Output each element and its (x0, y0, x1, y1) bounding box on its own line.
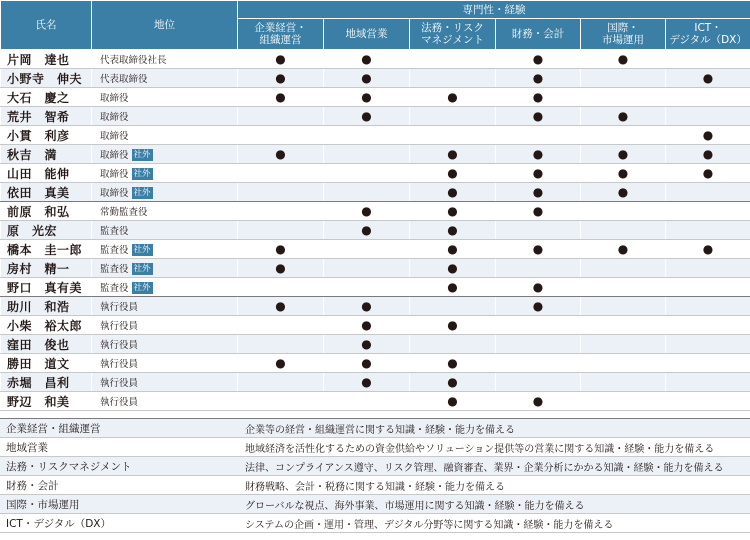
skill-cell (238, 107, 324, 126)
member-position: 監査役 (100, 264, 129, 275)
member-position-cell (92, 126, 238, 145)
skill-cell (581, 107, 666, 126)
skill-dot-icon: ● (532, 166, 544, 180)
table-row (1, 145, 750, 164)
skill-header-line: 法務・リスク (421, 22, 484, 34)
skill-cell (666, 69, 750, 88)
skill-cell (581, 392, 666, 411)
table-row (1, 335, 750, 354)
skill-cell (496, 392, 581, 411)
member-name: 依田 真美 (1, 183, 92, 202)
skill-dot-icon: ● (361, 90, 372, 104)
skill-cell (581, 88, 666, 107)
skill-dot-icon: ● (702, 71, 714, 85)
skill-dot-icon: ● (617, 52, 629, 66)
skill-cell (581, 335, 666, 354)
outside-director-badge: 社外 (133, 264, 151, 274)
member-name: 橋本 圭一郎 (1, 240, 92, 259)
outside-director-badge: 社外 (133, 283, 151, 293)
skill-dot-icon: ● (617, 242, 629, 256)
member-position-cell (92, 392, 238, 411)
skill-cell (238, 145, 324, 164)
skill-cell (324, 240, 410, 259)
table-row (1, 392, 750, 411)
legend-term: 企業経営・組織運営 (0, 419, 237, 438)
skill-dot-icon: ● (532, 185, 544, 199)
skill-cell (238, 69, 324, 88)
skill-dot-icon: ● (275, 261, 286, 275)
legend-row (0, 495, 750, 514)
skill-dot-icon: ● (447, 356, 458, 370)
skill-dot-icon: ● (447, 280, 458, 294)
skill-dot-icon: ● (532, 242, 544, 256)
skill-dot-icon: ● (275, 147, 286, 161)
skill-cell (324, 164, 410, 183)
skill-dot-icon: ● (447, 375, 458, 389)
member-position-cell (92, 373, 238, 392)
member-name: 小柴 裕太郎 (1, 316, 92, 335)
skill-cell (496, 202, 581, 221)
member-position: 代表取締役 (100, 74, 148, 85)
member-position: 取締役 (100, 169, 129, 180)
member-position-cell (92, 354, 238, 373)
table-row (1, 259, 750, 278)
skill-dot-icon: ● (447, 185, 458, 199)
member-name: 前原 和弘 (1, 202, 92, 221)
skill-cell (410, 297, 496, 316)
member-position-cell (92, 107, 238, 126)
skill-cell (581, 126, 666, 145)
skill-dot-icon: ● (702, 242, 714, 256)
skill-cell (410, 373, 496, 392)
skill-dot-icon: ● (275, 90, 286, 104)
member-position: 取締役 (100, 93, 129, 104)
skill-cell (324, 107, 410, 126)
skill-header-line: 企業経営・ (254, 22, 307, 34)
skill-cell (581, 221, 666, 240)
skills-body (1, 50, 750, 411)
table-row (1, 69, 750, 88)
skill-cell (324, 335, 410, 354)
skill-cell (238, 50, 324, 69)
skill-cell (496, 88, 581, 107)
member-position: 執行役員 (100, 397, 139, 408)
skill-dot-icon: ● (447, 204, 458, 218)
skill-cell (666, 278, 750, 297)
member-name: 原 光宏 (1, 221, 92, 240)
legend-row (0, 476, 750, 495)
member-position-cell (92, 145, 238, 164)
member-position: 執行役員 (100, 359, 139, 370)
skill-dot-icon: ● (361, 337, 372, 351)
legend-row (0, 419, 750, 438)
skill-cell (238, 354, 324, 373)
name-column-header: 氏名 (1, 1, 92, 50)
legend-term: 国際・市場運用 (0, 495, 237, 514)
skill-cell (410, 221, 496, 240)
table-row (1, 316, 750, 335)
skill-cell (238, 278, 324, 297)
member-position-cell (92, 88, 238, 107)
skill-column-header (410, 19, 496, 50)
skill-cell (410, 240, 496, 259)
skill-cell (496, 240, 581, 259)
skill-dot-icon: ● (361, 299, 372, 313)
skill-cell (324, 297, 410, 316)
table-row (1, 126, 750, 145)
skill-cell (666, 259, 750, 278)
skill-cell (238, 240, 324, 259)
skill-dot-icon: ● (447, 147, 458, 161)
skill-cell (410, 335, 496, 354)
member-name: 山田 能伸 (1, 164, 92, 183)
member-name: 片岡 達也 (1, 50, 92, 69)
skill-cell (410, 183, 496, 202)
skill-cell (238, 335, 324, 354)
legend-definition: 企業等の経営・組織運営に関する知識・経験・能力を備える (237, 419, 750, 438)
skill-dot-icon: ● (361, 71, 372, 85)
skill-cell (581, 202, 666, 221)
member-position-cell (92, 69, 238, 88)
skill-cell (238, 259, 324, 278)
legend-row (0, 514, 750, 533)
member-position: 監査役 (100, 226, 129, 237)
skill-cell (666, 88, 750, 107)
skill-header-line: マネジメント (421, 34, 484, 46)
member-position: 監査役 (100, 245, 129, 256)
skill-cell (666, 145, 750, 164)
member-position: 監査役 (100, 283, 129, 294)
table-row (1, 354, 750, 373)
member-name: 勝田 道文 (1, 354, 92, 373)
skill-cell (410, 126, 496, 145)
legend-term: ICT・デジタル（DX） (0, 514, 237, 533)
skill-cell (410, 69, 496, 88)
skill-dot-icon: ● (275, 52, 286, 66)
skill-header-line: 市場運用 (602, 34, 644, 46)
member-position-cell (92, 50, 238, 69)
skill-cell (410, 392, 496, 411)
skill-dot-icon: ● (275, 299, 286, 313)
skill-cell (581, 69, 666, 88)
skill-dot-icon: ● (617, 166, 629, 180)
member-position: 執行役員 (100, 378, 139, 389)
member-position-cell (92, 240, 238, 259)
skill-cell (324, 221, 410, 240)
skill-dot-icon: ● (275, 71, 286, 85)
member-name: 秋吉 満 (1, 145, 92, 164)
legend-definition: 財務戦略、会計・税務に関する知識・経験・能力を備える (237, 476, 750, 495)
skill-cell (324, 316, 410, 335)
skill-cell (238, 297, 324, 316)
member-name: 窪田 俊也 (1, 335, 92, 354)
outside-director-badge: 社外 (133, 188, 151, 198)
skill-cell (410, 107, 496, 126)
skill-dot-icon: ● (361, 223, 372, 237)
member-position: 取締役 (100, 131, 129, 142)
skill-dot-icon: ● (532, 71, 544, 85)
skill-header-line: デジタル（DX） (669, 34, 747, 46)
skill-cell (581, 259, 666, 278)
member-position-cell (92, 335, 238, 354)
skill-column-header (324, 19, 410, 50)
skill-cell (238, 316, 324, 335)
skill-cell (496, 164, 581, 183)
skill-dot-icon: ● (702, 166, 714, 180)
table-row (1, 240, 750, 259)
skill-cell (496, 278, 581, 297)
table-header (1, 1, 750, 50)
member-position: 取締役 (100, 150, 129, 161)
skill-dot-icon: ● (361, 204, 372, 218)
skill-dot-icon: ● (447, 166, 458, 180)
skill-cell (666, 50, 750, 69)
skill-cell (496, 126, 581, 145)
legend-definition: システムの企画・運用・管理、デジタル分野等に関する知識・経験・能力を備える (237, 514, 750, 533)
legend-definition: 地域経済を活性化するための資金供給やソリューション提供等の営業に関する知識・経験・能力を備える (237, 438, 750, 457)
member-name: 房村 精一 (1, 259, 92, 278)
legend-term: 地域営業 (0, 438, 237, 457)
member-name: 小野寺 伸夫 (1, 69, 92, 88)
skill-cell (496, 297, 581, 316)
member-position: 取締役 (100, 188, 129, 199)
member-name: 野辺 和美 (1, 392, 92, 411)
skill-cell (666, 183, 750, 202)
skill-cell (496, 316, 581, 335)
skill-cell (496, 50, 581, 69)
skill-dot-icon: ● (702, 128, 714, 142)
skill-cell (496, 183, 581, 202)
member-position-cell (92, 183, 238, 202)
table-row (1, 50, 750, 69)
legend-definition: 法律、コンプライアンス遵守、リスク管理、融資審査、業界・企業分析にかかる知識・経験・能力を備える (237, 457, 750, 476)
skill-dot-icon: ● (532, 52, 544, 66)
skill-cell (496, 221, 581, 240)
skill-dot-icon: ● (532, 394, 544, 408)
skill-cell (324, 202, 410, 221)
skill-cell (666, 107, 750, 126)
skill-cell (324, 259, 410, 278)
member-position-cell (92, 316, 238, 335)
skill-cell (238, 183, 324, 202)
skill-cell (496, 354, 581, 373)
skill-column-header (666, 19, 750, 50)
member-position-cell (92, 259, 238, 278)
table-row (1, 183, 750, 202)
table-row (1, 373, 750, 392)
member-name: 助川 和浩 (1, 297, 92, 316)
skill-dot-icon: ● (532, 147, 544, 161)
skill-cell (324, 69, 410, 88)
skill-cell (410, 88, 496, 107)
skill-dot-icon: ● (447, 90, 458, 104)
skill-cell (324, 373, 410, 392)
member-name: 赤堀 昌利 (1, 373, 92, 392)
table-row (1, 164, 750, 183)
skill-cell (238, 373, 324, 392)
member-position-cell (92, 297, 238, 316)
member-position: 執行役員 (100, 340, 139, 351)
member-name: 荒井 智希 (1, 107, 92, 126)
skill-cell (581, 297, 666, 316)
skill-cell (410, 354, 496, 373)
legend-term: 法務・リスクマネジメント (0, 457, 237, 476)
skill-cell (666, 202, 750, 221)
skill-dot-icon: ● (361, 318, 372, 332)
skill-dot-icon: ● (447, 318, 458, 332)
expertise-legend-table (0, 418, 750, 533)
skill-cell (496, 145, 581, 164)
skill-cell (238, 164, 324, 183)
skill-dot-icon: ● (532, 90, 544, 104)
skill-cell (666, 373, 750, 392)
skill-cell (581, 50, 666, 69)
skill-cell (324, 145, 410, 164)
skill-cell (324, 278, 410, 297)
skill-cell (666, 126, 750, 145)
member-name: 野口 真有美 (1, 278, 92, 297)
skill-header-line: 地域営業 (345, 28, 388, 40)
skill-cell (666, 335, 750, 354)
skill-dot-icon: ● (532, 109, 544, 123)
table-row (1, 107, 750, 126)
skill-column-header (581, 19, 666, 50)
skill-cell (666, 164, 750, 183)
skill-cell (581, 183, 666, 202)
skill-dot-icon: ● (532, 204, 544, 218)
legend-row (0, 438, 750, 457)
member-position-cell (92, 164, 238, 183)
member-position: 執行役員 (100, 302, 139, 313)
member-position-cell (92, 202, 238, 221)
skill-cell (496, 259, 581, 278)
skill-cell (496, 107, 581, 126)
skill-dot-icon: ● (617, 185, 629, 199)
skill-dot-icon: ● (361, 52, 372, 66)
skill-cell (666, 392, 750, 411)
skill-cell (410, 278, 496, 297)
skill-dot-icon: ● (532, 299, 544, 313)
table-row (1, 278, 750, 297)
skill-cell (324, 126, 410, 145)
skill-dot-icon: ● (447, 394, 458, 408)
member-position: 執行役員 (100, 321, 139, 332)
legend-term: 財務・会計 (0, 476, 237, 495)
member-position: 代表取締役社長 (100, 55, 167, 66)
skill-dot-icon: ● (447, 223, 458, 237)
skill-dot-icon: ● (532, 280, 544, 294)
skill-cell (238, 88, 324, 107)
skill-dot-icon: ● (361, 109, 372, 123)
skill-cell (324, 392, 410, 411)
skill-cell (581, 240, 666, 259)
skill-header-line: ICT・ (694, 22, 722, 34)
skill-dot-icon: ● (361, 375, 372, 389)
table-row (1, 297, 750, 316)
skill-dot-icon: ● (617, 147, 629, 161)
skill-cell (238, 202, 324, 221)
member-position: 常勤監査役 (100, 207, 148, 218)
skill-cell (410, 202, 496, 221)
legend-definition: グローバルな視点、海外事業、市場運用に関する知識・経験・能力を備える (237, 495, 750, 514)
skill-cell (410, 164, 496, 183)
skill-dot-icon: ● (447, 242, 458, 256)
skill-cell (410, 259, 496, 278)
skill-cell (666, 240, 750, 259)
skill-cell (496, 69, 581, 88)
skill-cell (666, 354, 750, 373)
skill-cell (238, 221, 324, 240)
skill-dot-icon: ● (702, 147, 714, 161)
skill-cell (324, 50, 410, 69)
skill-cell (496, 335, 581, 354)
skill-cell (581, 373, 666, 392)
skill-dot-icon: ● (617, 109, 629, 123)
skill-cell (410, 145, 496, 164)
skill-header-line: 組織運営 (259, 34, 302, 46)
skill-cell (666, 316, 750, 335)
outside-director-badge: 社外 (133, 150, 151, 160)
outside-director-badge: 社外 (133, 169, 151, 179)
skill-header-line: 国際・ (607, 22, 639, 34)
table-row (1, 221, 750, 240)
skill-cell (324, 183, 410, 202)
skill-cell (238, 392, 324, 411)
skill-cell (496, 373, 581, 392)
skill-cell (581, 145, 666, 164)
skill-cell (581, 278, 666, 297)
member-position-cell (92, 221, 238, 240)
member-position-cell (92, 278, 238, 297)
position-column-header: 地位 (92, 1, 238, 50)
skill-column-header (496, 19, 581, 50)
skill-cell (666, 221, 750, 240)
skill-cell (410, 50, 496, 69)
skill-column-header (238, 19, 324, 50)
legend-body (0, 419, 750, 533)
skill-dot-icon: ● (447, 261, 458, 275)
table-row (1, 202, 750, 221)
outside-director-badge: 社外 (133, 245, 151, 255)
skill-cell (324, 88, 410, 107)
skill-cell (410, 316, 496, 335)
skill-dot-icon: ● (275, 356, 286, 370)
skill-cell (666, 297, 750, 316)
skill-cell (581, 164, 666, 183)
table-row (1, 88, 750, 107)
skill-cell (324, 354, 410, 373)
expertise-group-header: 専門性・経験 (238, 1, 750, 19)
member-position: 取締役 (100, 112, 129, 123)
skill-header-line: 財務・会計 (511, 28, 565, 40)
member-name: 小貫 利彦 (1, 126, 92, 145)
skill-dot-icon: ● (361, 356, 372, 370)
skill-dot-icon: ● (275, 242, 286, 256)
skill-cell (581, 316, 666, 335)
skill-cell (581, 354, 666, 373)
member-name: 大石 慶之 (1, 88, 92, 107)
legend-row (0, 457, 750, 476)
skill-cell (238, 126, 324, 145)
